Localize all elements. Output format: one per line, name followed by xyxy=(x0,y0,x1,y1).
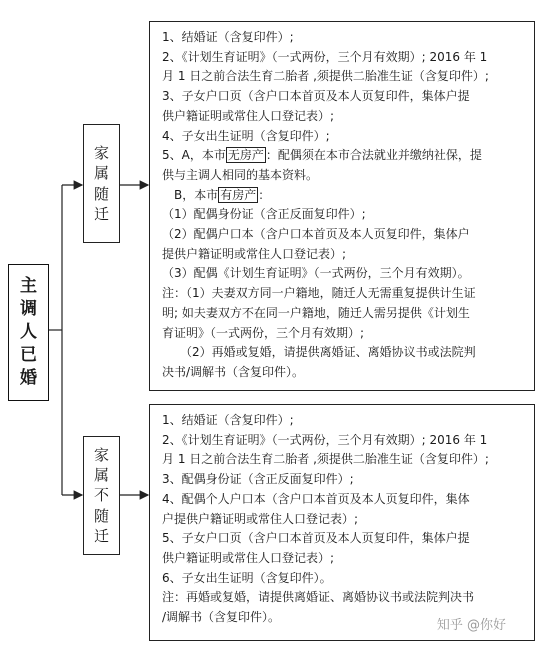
req-line: 提供户籍证明或常住人口登记表）; xyxy=(162,246,347,261)
branch-a-char: 随 xyxy=(93,184,109,203)
root-char: 人 xyxy=(20,322,37,343)
no-property-highlight: 无房产 xyxy=(227,148,264,163)
branch-node-family-relocating xyxy=(83,124,120,243)
req-line-pre: B，本市 xyxy=(162,187,219,202)
root-node-married-applicant xyxy=(8,264,49,401)
branch-b-char: 家 xyxy=(93,445,109,464)
root-char: 主 xyxy=(20,276,37,297)
req-line: （2）再婚或复婚，请提供离婚证、离婚协议书或法院判 xyxy=(162,345,476,360)
branch-a-char: 家 xyxy=(93,144,109,162)
branch-b-char: 属 xyxy=(93,466,109,485)
req-line: 5、子女户口页（含户口本首页及本人页复印件，集体户提 xyxy=(162,531,470,546)
root-char: 调 xyxy=(20,299,37,320)
req-line: 2、《计划生育证明》（一式两份，三个月有效期）; 2016 年 1 xyxy=(162,432,488,447)
branch-b-char: 随 xyxy=(93,506,109,525)
req-line: （2）配偶户口本（含户口本首页及本人页复印件，集体户 xyxy=(162,227,470,242)
requirements-box-relocating xyxy=(149,21,535,391)
req-line-boxed xyxy=(162,146,526,166)
root-char: 已 xyxy=(20,344,37,365)
req-line: /调解书（含复印件）。 xyxy=(162,610,281,625)
req-line-boxed xyxy=(162,186,526,206)
root-char: 婚 xyxy=(20,367,37,388)
branch-a-char: 属 xyxy=(93,164,109,183)
req-line: 户提供户籍证明或常住人口登记表）; xyxy=(162,511,359,526)
req-line: 育证明》（一式两份，三个月有效期）; xyxy=(162,325,365,340)
req-line: 6、子女出生证明（含复印件）。 xyxy=(162,570,332,585)
req-line: 注：再婚或复婚，请提供离婚证、离婚协议书或法院判决书 xyxy=(162,590,475,605)
req-line: 4、配偶个人户口本（含户口本首页及本人页复印件，集体 xyxy=(162,491,470,506)
req-line: 3、配偶身份证（含正反面复印件）; xyxy=(162,472,354,487)
req-line: 注：（1）夫妻双方同一户籍地，随迁人无需重复提供计生证 xyxy=(162,286,476,301)
req-line: （3）配偶《计划生育证明》（一式两份，三个月有效期）。 xyxy=(162,266,470,281)
req-line: 月 1 日之前合法生育二胎者 ,须提供二胎准生证（含复印件）; xyxy=(162,452,489,467)
req-line: 1、结婚证（含复印件）; xyxy=(162,413,294,427)
req-line: 供户籍证明或常住人口登记表）; xyxy=(162,550,335,565)
req-line: 供户籍证明或常住人口登记表）; xyxy=(162,108,335,123)
req-line: 4、子女出生证明（含复印件）; xyxy=(162,128,330,143)
req-line-post: ： xyxy=(258,187,271,202)
source-watermark: 知乎 @你好 xyxy=(436,618,506,633)
requirements-box-not-relocating xyxy=(149,404,535,641)
branch-a-char: 迁 xyxy=(93,204,109,223)
req-line-post: ：配偶须在本市合法就业并缴纳社保，提 xyxy=(265,148,482,163)
req-line-pre: 5、A，本市 xyxy=(162,148,226,163)
branch-b-char: 不 xyxy=(93,486,109,505)
req-line: 3、子女户口页（含户口本首页及本人页复印件，集体户提 xyxy=(162,89,470,104)
branch-b-char: 迁 xyxy=(93,526,109,545)
req-line: 决书/调解书（含复印件）。 xyxy=(162,364,305,379)
req-line: 2、《计划生育证明》（一式两份，三个月有效期）; 2016 年 1 xyxy=(162,49,488,64)
has-property-highlight: 有房产 xyxy=(220,187,257,202)
branch-node-family-not-relocating xyxy=(83,436,120,555)
req-line: 月 1 日之前合法生育二胎者 ,须提供二胎准生证（含复印件）; xyxy=(162,69,489,84)
req-line: 供与主调人相同的基本资料。 xyxy=(162,167,319,182)
req-line: 1、结婚证（含复印件）; xyxy=(162,30,294,44)
req-line: （1）配偶身份证（含正反面复印件）; xyxy=(162,207,366,222)
req-line: 明; 如夫妻双方不在同一户籍地，随迁人需另提供《计划生 xyxy=(162,305,470,320)
